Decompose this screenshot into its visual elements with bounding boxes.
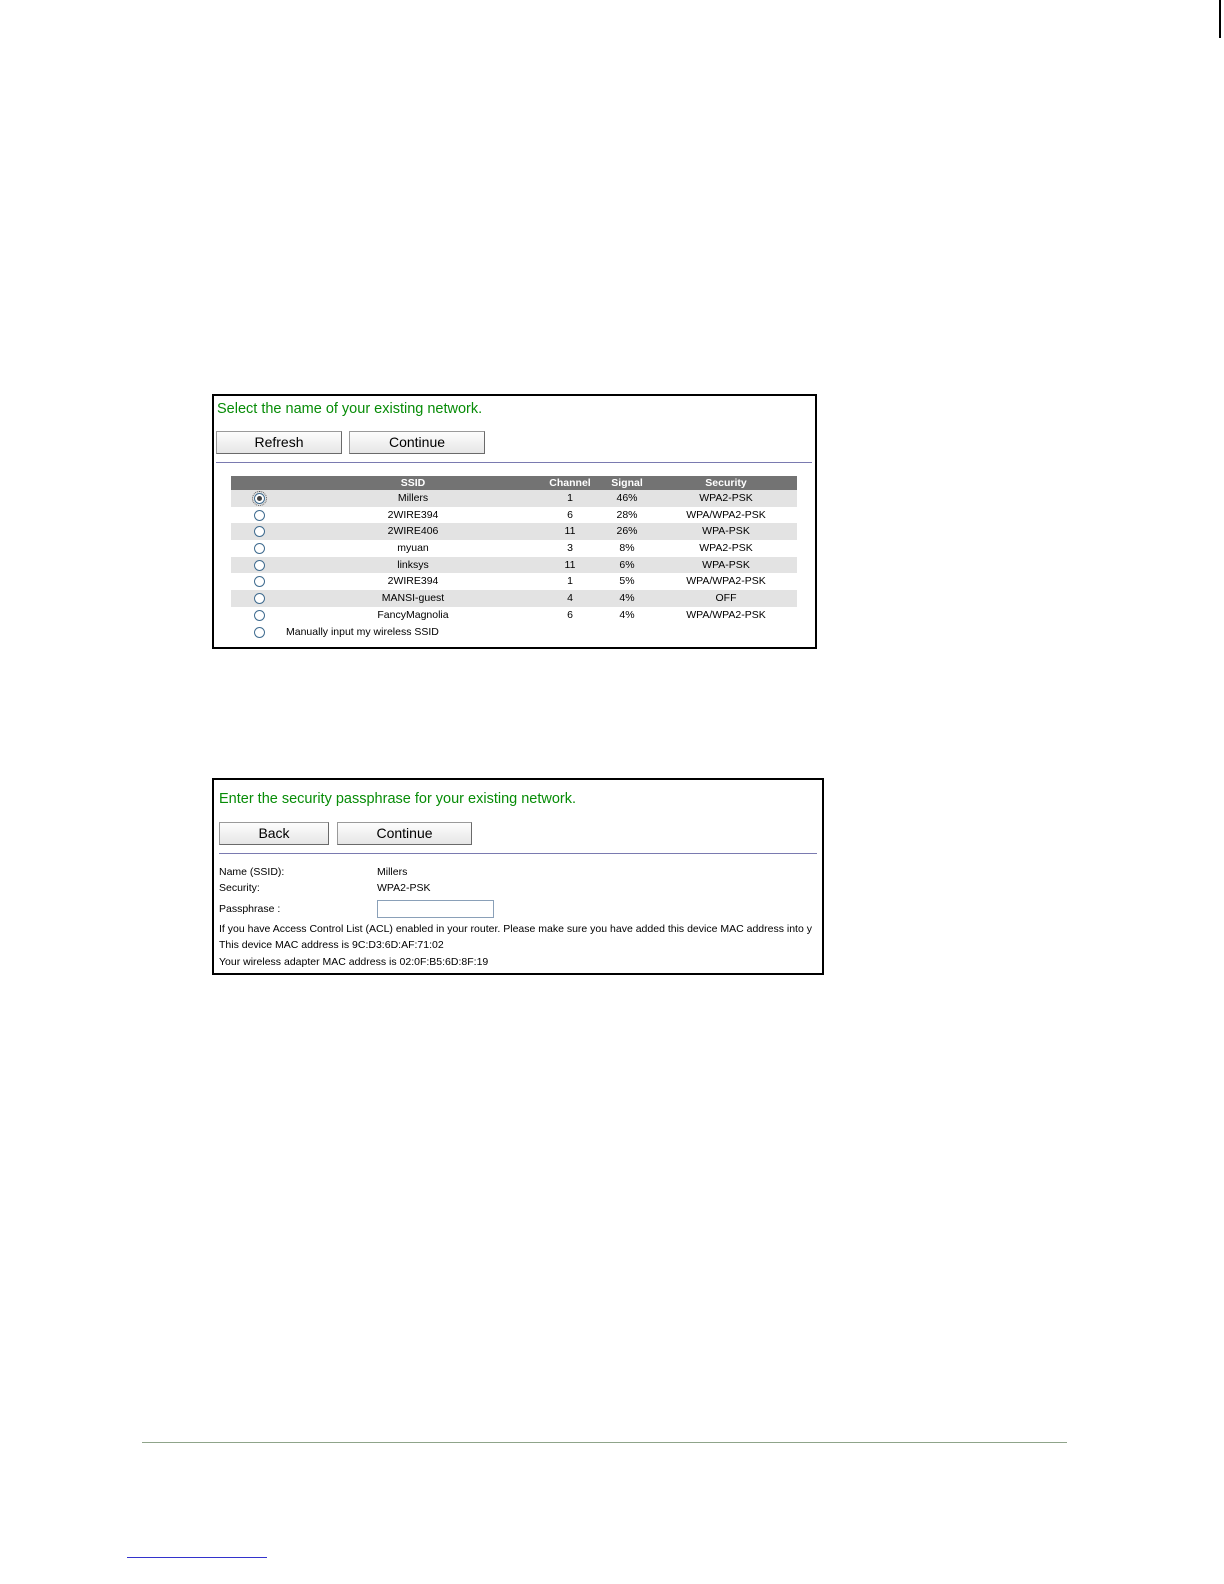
network-radio[interactable] — [254, 526, 265, 537]
manual-ssid-row[interactable] — [231, 624, 797, 641]
cell-channel: 11 — [564, 558, 576, 571]
manual-ssid-radio[interactable] — [254, 627, 265, 638]
table-row[interactable] — [231, 490, 797, 507]
divider — [216, 462, 812, 463]
cell-signal: 8% — [619, 542, 635, 555]
cell-ssid: MANSI-guest — [381, 592, 445, 605]
cell-signal: 4% — [619, 592, 635, 605]
cell-ssid: 2WIRE394 — [387, 508, 439, 521]
cell-channel: 6 — [567, 608, 573, 621]
footer-link-underline — [127, 1557, 267, 1558]
cell-signal: 6% — [619, 558, 635, 571]
cell-ssid: 2WIRE394 — [387, 575, 439, 588]
network-select-panel — [212, 394, 817, 649]
network-select-title: Select the name of your existing network. — [217, 401, 483, 417]
network-radio[interactable] — [254, 510, 265, 521]
cell-ssid: FancyMagnolia — [377, 608, 449, 621]
passphrase-label: Passphrase : — [219, 903, 281, 915]
network-rows — [231, 490, 797, 624]
table-row[interactable] — [231, 523, 797, 540]
table-row[interactable] — [231, 507, 797, 524]
security-value: WPA2-PSK — [377, 882, 431, 894]
network-table — [231, 476, 797, 640]
column-header-ssid: SSID — [400, 477, 426, 489]
cell-security: WPA-PSK — [702, 525, 750, 538]
continue-button[interactable]: Continue — [349, 431, 485, 454]
cell-ssid: myuan — [397, 542, 429, 555]
cell-channel: 4 — [567, 592, 573, 605]
adapter-mac-line: Your wireless adapter MAC address is 02:0F:B5:6D:8F:19 — [219, 956, 489, 968]
cell-signal: 4% — [619, 608, 635, 621]
ssid-label: Name (SSID): — [219, 866, 285, 878]
network-radio[interactable] — [254, 610, 265, 621]
cell-security: WPA/WPA2-PSK — [686, 608, 766, 621]
table-row[interactable] — [231, 557, 797, 574]
passphrase-input[interactable] — [377, 900, 494, 918]
divider — [219, 853, 817, 854]
refresh-button[interactable]: Refresh — [216, 431, 342, 454]
cell-channel: 1 — [567, 492, 573, 504]
column-header-channel: Channel — [549, 477, 591, 489]
acl-notice: If you have Access Control List (ACL) enabled in your router. Please make sure you have added this device MAC address into y — [219, 923, 812, 935]
cell-ssid: linksys — [397, 558, 429, 571]
cell-security: WPA2-PSK — [699, 542, 753, 555]
network-radio[interactable] — [254, 543, 265, 554]
cell-signal: 46% — [616, 492, 638, 504]
passphrase-panel — [212, 778, 824, 975]
cell-security: OFF — [715, 592, 737, 605]
ssid-value: Millers — [377, 866, 408, 878]
cell-security: WPA2-PSK — [699, 492, 753, 504]
cell-channel: 6 — [567, 508, 573, 521]
cell-ssid: Millers — [397, 492, 429, 504]
table-row[interactable] — [231, 573, 797, 590]
table-header — [231, 476, 797, 490]
manual-ssid-label: Manually input my wireless SSID — [286, 625, 439, 638]
page-edge-mark — [1219, 0, 1221, 38]
network-radio[interactable] — [254, 576, 265, 587]
network-radio[interactable] — [254, 493, 265, 504]
table-row[interactable] — [231, 607, 797, 624]
cell-security: WPA-PSK — [702, 558, 750, 571]
cell-signal: 5% — [619, 575, 635, 588]
security-label: Security: — [219, 882, 260, 894]
footer-divider — [142, 1442, 1067, 1443]
cell-signal: 28% — [616, 508, 638, 521]
column-header-security: Security — [705, 477, 747, 489]
network-radio[interactable] — [254, 593, 265, 604]
continue-button[interactable]: Continue — [337, 822, 472, 845]
cell-channel: 3 — [567, 542, 573, 555]
device-mac-line: This device MAC address is 9C:D3:6D:AF:71:02 — [219, 939, 444, 951]
cell-channel: 1 — [567, 575, 573, 588]
cell-channel: 11 — [564, 525, 576, 538]
passphrase-title: Enter the security passphrase for your existing network. — [219, 791, 577, 807]
cell-security: WPA/WPA2-PSK — [686, 575, 766, 588]
back-button[interactable]: Back — [219, 822, 329, 845]
table-row[interactable] — [231, 540, 797, 557]
cell-security: WPA/WPA2-PSK — [686, 508, 766, 521]
table-row[interactable] — [231, 590, 797, 607]
cell-signal: 26% — [616, 525, 638, 538]
cell-ssid: 2WIRE406 — [387, 525, 439, 538]
network-radio[interactable] — [254, 560, 265, 571]
column-header-signal: Signal — [611, 477, 643, 489]
